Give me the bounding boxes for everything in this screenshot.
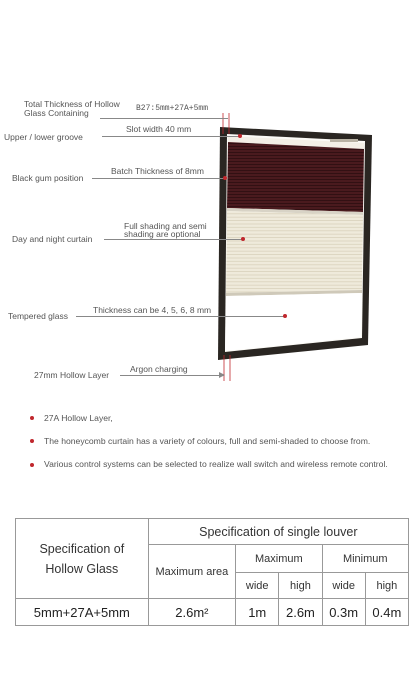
label-upper-lower-groove: Upper / lower groove bbox=[4, 132, 83, 142]
leader-argon bbox=[120, 375, 224, 376]
marker-black-gum bbox=[223, 176, 227, 180]
label-batch-thickness: Batch Thickness of 8mm bbox=[111, 166, 204, 176]
light-curtain bbox=[226, 211, 363, 293]
leader-batch-thickness bbox=[92, 178, 226, 179]
cell-glass-spec: 5mm+27A+5mm bbox=[16, 599, 149, 626]
label-shading-line2: shading are optional bbox=[124, 229, 201, 239]
label-argon-charging: Argon charging bbox=[130, 364, 188, 374]
cell-max-high: 2.6m bbox=[279, 599, 322, 626]
marker-tempered-glass bbox=[283, 314, 287, 318]
leader-tempered-glass bbox=[76, 316, 285, 317]
cell-max-area: 2.6m² bbox=[148, 599, 235, 626]
bullet-dot-icon bbox=[30, 463, 34, 467]
leader-day-night bbox=[104, 239, 242, 240]
label-top-spec: B27:5mm+27A+5mm bbox=[136, 104, 209, 113]
cell-min-high: 0.4m bbox=[365, 599, 408, 626]
label-total-thickness: Total Thickness of Hollow Glass Containing bbox=[24, 99, 120, 118]
header-max-area: Maximum area bbox=[148, 545, 235, 599]
label-tempered-glass: Tempered glass bbox=[8, 311, 69, 321]
label-slot-width: Slot width 40 mm bbox=[126, 124, 192, 134]
arrow-argon bbox=[219, 372, 225, 378]
header-single-louver: Specification of single louver bbox=[148, 519, 408, 545]
header-min-high: high bbox=[365, 573, 408, 599]
header-maximum: Maximum bbox=[236, 545, 322, 573]
specification-table bbox=[15, 518, 409, 626]
bullet-dot-icon bbox=[30, 439, 34, 443]
label-shading-line1: Full shading and semi bbox=[124, 221, 207, 231]
header-min-wide: wide bbox=[322, 573, 365, 599]
leader-slot-width bbox=[102, 136, 240, 137]
feature-item: The honeycomb curtain has a variety of colours, full and semi-shaded to choose from. bbox=[30, 435, 410, 447]
cell-max-wide: 1m bbox=[236, 599, 279, 626]
cell-min-wide: 0.3m bbox=[322, 599, 365, 626]
dark-curtain bbox=[227, 142, 364, 212]
feature-item: Various control systems can be selected to realize wall switch and wireless remote control. bbox=[30, 455, 410, 474]
marker-day-night bbox=[241, 237, 245, 241]
bullet-dot-icon bbox=[30, 416, 34, 420]
feature-item: 27A Hollow Layer, bbox=[30, 412, 410, 424]
label-black-gum: Black gum position bbox=[12, 173, 84, 183]
label-day-night-curtain: Day and night curtain bbox=[12, 234, 93, 244]
label-hollow-layer: 27mm Hollow Layer bbox=[34, 370, 110, 380]
header-max-high: high bbox=[279, 573, 322, 599]
feature-list bbox=[30, 412, 410, 485]
label-thickness-options: Thickness can be 4, 5, 6, 8 mm bbox=[93, 305, 212, 315]
header-hollow-glass: Specification of Hollow Glass bbox=[16, 519, 149, 599]
header-minimum: Minimum bbox=[322, 545, 408, 573]
header-max-wide: wide bbox=[236, 573, 279, 599]
marker-slot-width bbox=[238, 134, 242, 138]
leader-total-thickness bbox=[100, 118, 228, 119]
